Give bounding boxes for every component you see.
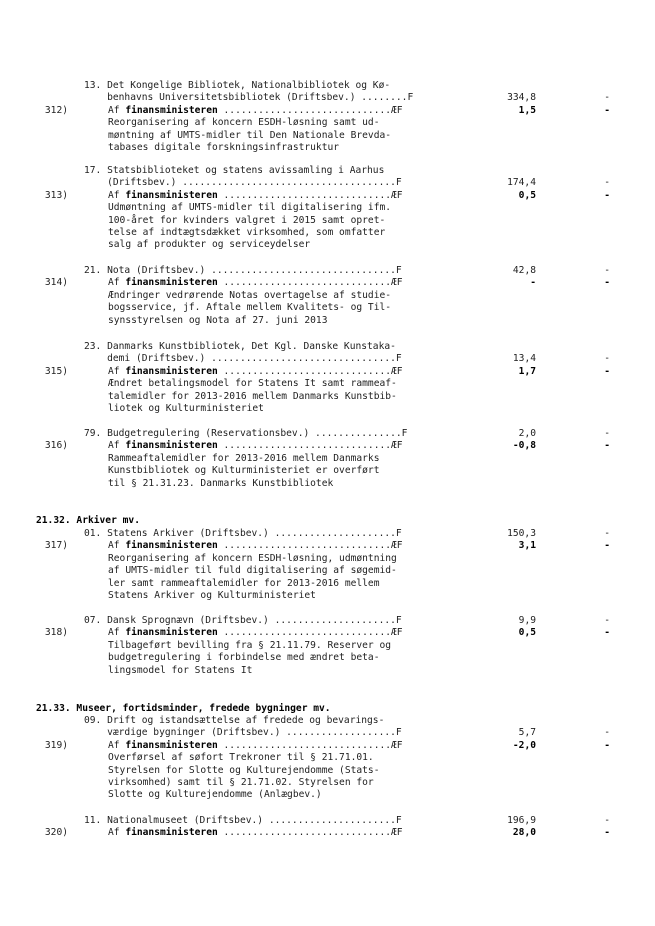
amendment-number: 315) [44,365,68,377]
description-line: Kunstbibliotek og Kulturministeriet er overført [108,465,380,477]
proposer-line [108,105,403,117]
amount-dash: - [604,353,610,365]
proposer-name: finansministeren [125,540,218,552]
proposer-prefix: Af [108,827,126,839]
description-line: liotek og Kulturministeriet [108,403,264,414]
proposer-dots: .............................ÆF [217,104,403,116]
change-dash: - [604,827,610,839]
amount-value: 334,8 [507,92,536,104]
item-title-line: 79. Budgetregulering (Reservationsbev.) ...............F [84,428,408,439]
description-line: bogsservice, jf. Aftale mellem Kvalitets- og Til- [108,302,392,314]
change-dash: - [604,739,610,751]
description-line: Rammeaftalemidler for 2013-2016 mellem Danmarks [108,452,380,464]
change-dash: - [604,189,610,201]
item-title-line: 21. Nota (Driftsbev.) ................................F [84,265,402,276]
description-line: virksomhed) samt til § 21.71.02. Styrelsen for [108,777,374,788]
proposer-line [108,627,403,639]
proposer-prefix: Af [108,189,126,201]
change-value: 0,5 [518,189,536,201]
description-line: møntning af UMTS-midler til Den Nationale Brevda- [108,129,392,141]
change-dash: - [604,440,610,452]
description-line: til § 21.31.23. Danmarks Kunstbibliotek [108,477,334,489]
amendment-number: 316) [44,440,68,452]
amount-dash: - [604,615,610,626]
amount-dash: - [604,428,610,439]
description-line: Overførsel af søfort Trekroner til § 21.71.01. [108,752,374,764]
change-value: -0,8 [512,440,536,452]
description-line: Slotte og Kulturejendomme (Anlægbev.) [108,789,322,801]
description-line: Ændret betalingsmodel for Statens It samt rammeaf- [108,378,397,390]
amount-dash: - [604,92,610,104]
description-line: budgetregulering i forbindelse med ændret beta- [108,652,380,664]
proposer-prefix: Af [108,365,126,377]
change-dash: - [604,627,610,639]
item-title-line: 09. Drift og istandsættelse af fredede og bevarings- [84,715,385,726]
amendment-number: 319) [44,739,68,751]
amendment-number: 320) [44,827,68,839]
item-title-line: 23. Danmarks Kunstbibliotek, Det Kgl. Danske Kunstaka- [84,341,396,352]
description-line: Reorganisering af koncern ESDH-løsning samt ud- [108,117,380,129]
proposer-name: finansministeren [125,104,218,116]
proposer-line [108,277,403,289]
proposer-dots: .............................ÆF [217,827,403,839]
description-line: lingsmodel for Statens It [108,664,253,676]
change-value: 3,1 [518,540,536,552]
proposer-prefix: Af [108,540,126,552]
proposer-line [108,540,403,552]
change-value: 0,5 [518,627,536,639]
section-heading: 21.32. Arkiver mv. [36,515,140,526]
proposer-dots: .............................ÆF [217,627,403,639]
description-line: synsstyrelsen og Nota af 27. juni 2013 [108,314,328,326]
item-title-line: værdige bygninger (Driftsbev.) ...................F [84,727,402,739]
proposer-dots: .............................ÆF [217,365,403,377]
proposer-dots: .............................ÆF [217,440,403,452]
description-line: tabases digitale forskningsinfrastruktur [108,142,340,153]
amount-value: 2,0 [518,428,536,439]
change-value: 28,0 [512,827,536,839]
amount-value: 42,8 [512,265,536,276]
proposer-dots: .............................ÆF [217,540,403,552]
amount-value: 5,7 [518,727,536,739]
item-title-line: 11. Nationalmuseet (Driftsbev.) ......................F [84,815,402,826]
amount-value: 150,3 [507,528,536,539]
item-title-line: benhavns Universitetsbibliotek (Driftsbev.) ........F [84,92,414,104]
proposer-name: finansministeren [125,277,218,289]
proposer-name: finansministeren [125,365,218,377]
proposer-name: finansministeren [125,440,218,452]
description-line: Statens Arkiver og Kulturministeriet [108,590,316,601]
description-line: telse af indtægtsdækket virksomhed, som omfatter [108,227,386,238]
amount-dash: - [604,528,610,539]
proposer-dots: .............................ÆF [217,189,403,201]
description-line: Styrelsen for Slotte og Kulturejendomme (Stats- [108,764,380,776]
proposer-prefix: Af [108,104,126,116]
amount-value: 174,4 [507,177,536,189]
description-line: 100-året for kvinders valgret i 2015 samt opret- [108,214,386,226]
amendment-number: 314) [44,277,68,289]
change-dash: - [604,277,610,289]
proposer-dots: .............................ÆF [217,277,403,289]
amount-dash: - [604,815,610,826]
description-line: ler samt rammeaftalemidler for 2013-2016 mellem [108,577,380,589]
amendment-number: 312) [44,104,68,116]
description-line: Reorganisering af koncern ESDH-løsning, udmøntning [108,552,397,564]
change-value: - [530,277,536,289]
proposer-name: finansministeren [125,827,218,839]
description-line: talemidler for 2013-2016 mellem Danmarks Kunstbib- [108,390,397,402]
description-line: Tilbageført bevilling fra § 21.11.79. Reserver og [108,639,392,651]
item-title-line: (Driftsbev.) .....................................F [84,177,402,189]
description-line: Udmøntning af UMTS-midler til digitalisering ifm. [108,202,392,214]
amount-value: 9,9 [518,615,536,626]
proposer-prefix: Af [108,277,126,289]
change-value: -2,0 [512,739,536,751]
proposer-prefix: Af [108,739,126,751]
item-title-line: 17. Statsbiblioteket og statens avissamling i Aarhus [84,165,385,176]
item-title-line: demi (Driftsbev.) ................................F [84,353,402,365]
change-dash: - [604,104,610,116]
amount-dash: - [604,727,610,739]
item-title-line: 13. Det Kongelige Bibliotek, Nationalbibliotek og Kø- [84,80,391,91]
description-line: Ændringer vedrørende Notas overtagelse af studie- [108,289,392,301]
proposer-line [108,440,403,452]
proposer-name: finansministeren [125,627,218,639]
proposer-line [108,366,403,378]
amount-dash: - [604,177,610,189]
amount-value: 13,4 [512,353,536,365]
proposer-line [108,190,403,202]
amount-value: 196,9 [507,815,536,826]
change-value: 1,5 [518,104,536,116]
change-dash: - [604,365,610,377]
item-title-line: 01. Statens Arkiver (Driftsbev.) .....................F [84,528,402,539]
proposer-line [108,740,403,752]
amendment-number: 318) [44,627,68,639]
proposer-dots: .............................ÆF [217,739,403,751]
proposer-name: finansministeren [125,189,218,201]
amount-dash: - [604,265,610,276]
change-dash: - [604,540,610,552]
description-line: af UMTS-midler til fuld digitalisering af søgemid- [108,565,397,577]
item-title-line: 07. Dansk Sprognævn (Driftsbev.) .....................F [84,615,402,626]
proposer-prefix: Af [108,627,126,639]
section-heading: 21.33. Museer, fortidsminder, fredede bygninger mv. [36,703,331,714]
amendment-number: 317) [44,540,68,552]
change-value: 1,7 [518,365,536,377]
description-line: salg af produkter og serviceydelser [108,239,311,251]
proposer-line [108,827,403,839]
amendment-number: 313) [44,189,68,201]
proposer-name: finansministeren [125,739,218,751]
proposer-prefix: Af [108,440,126,452]
